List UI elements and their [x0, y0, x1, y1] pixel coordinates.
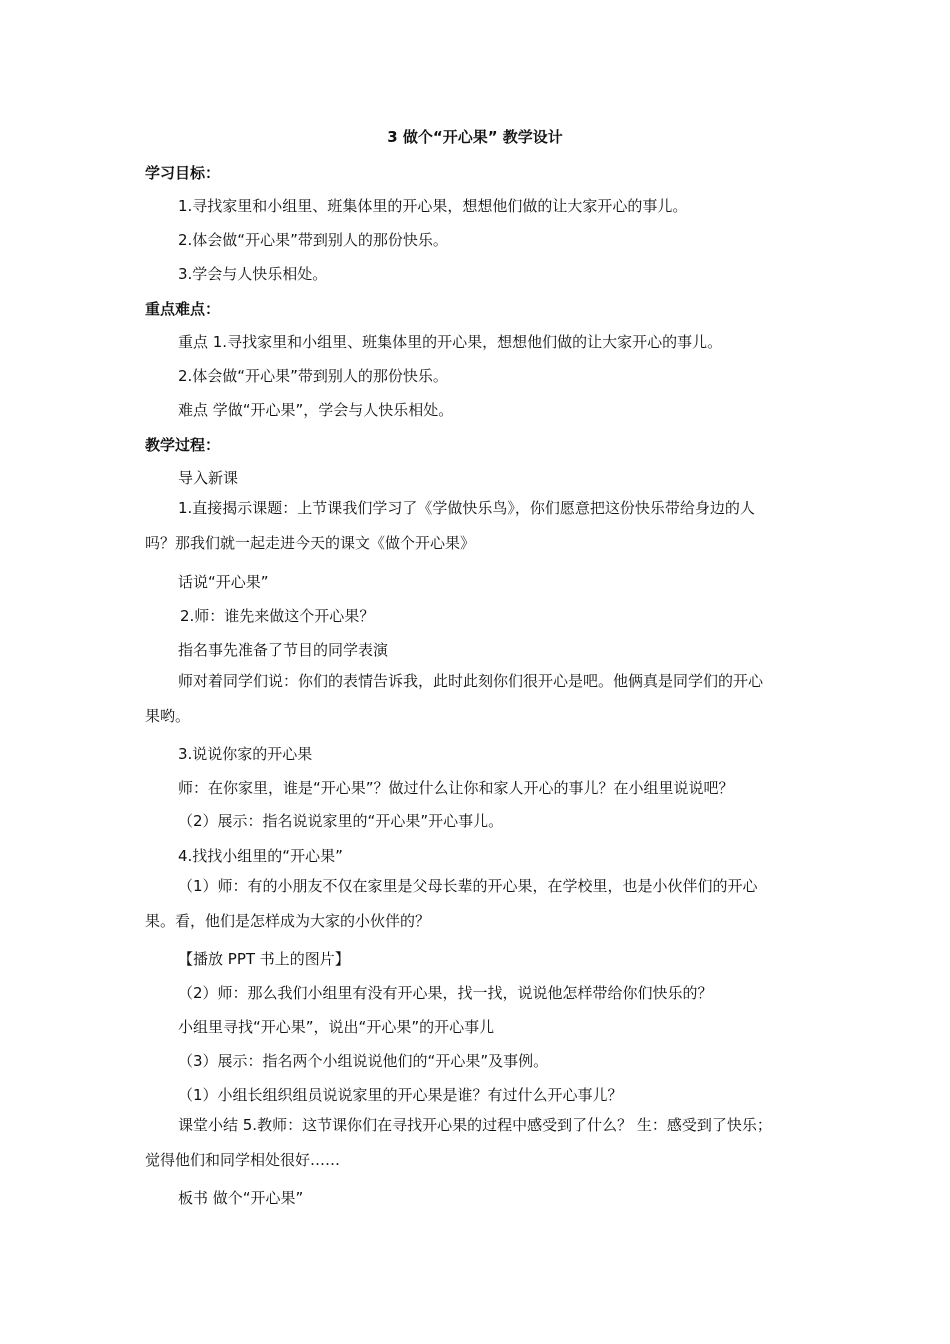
process-paragraph: 话说“开心果”: [178, 573, 269, 591]
process-paragraph: 小组里寻找“开心果”，说出“开心果”的开心事儿: [178, 1018, 495, 1036]
page-title: 3 做个“开心果” 教学设计: [387, 128, 563, 146]
keypoint-item: 2.体会做“开心果”带到别人的那份快乐。: [178, 367, 448, 385]
process-heading: 教学过程：: [145, 436, 221, 454]
process-paragraph: 师：在你家里，谁是“开心果”？做过什么让你和家人开心的事儿？在小组里说说吧？: [178, 779, 734, 797]
process-paragraph: 4.找找小组里的“开心果”: [178, 847, 343, 865]
process-paragraph: 3.说说你家的开心果: [178, 745, 313, 763]
process-paragraph: （3）展示：指名两个小组说说他们的“开心果”及事例。: [178, 1052, 549, 1070]
process-paragraph: 师对着同学们说：你们的表情告诉我，此时此刻你们很开心是吧。他俩真是同学们的开心果哟。: [145, 672, 764, 725]
process-paragraph: （1）小组长组织组员说说家里的开心果是谁？有过什么开心事儿？: [178, 1086, 623, 1104]
process-paragraph: （2）展示：指名说说家里的“开心果”开心事儿。: [178, 812, 504, 830]
process-paragraph: 导入新课: [178, 469, 239, 487]
keypoint-item: 难点 学做“开心果”，学会与人快乐相处。: [178, 401, 454, 419]
goal-item: 1.寻找家里和小组里、班集体里的开心果，想想他们做的让大家开心的事儿。: [178, 197, 688, 215]
process-paragraph: 2.师：谁先来做这个开心果？: [180, 607, 375, 625]
process-paragraph: （2）师：那么我们小组里有没有开心果，找一找，说说他怎样带给你们快乐的？: [178, 984, 713, 1002]
process-paragraph: （1）师：有的小朋友不仅在家里是父母长辈的开心果，在学校里，也是小伙伴们的开心果。看，他们是怎样成为大家的小伙伴的？: [145, 877, 758, 930]
process-paragraph: 【播放 PPT 书上的图片】: [178, 950, 350, 968]
goal-item: 2.体会做“开心果”带到别人的那份快乐。: [178, 231, 448, 249]
goals-heading: 学习目标：: [145, 164, 221, 182]
process-paragraph: 课堂小结 5.教师：这节课你们在寻找开心果的过程中感受到了什么？ 生：感受到了快乐；觉得他们和同学相处很好……: [145, 1116, 772, 1169]
process-paragraph: 指名事先准备了节目的同学表演: [178, 641, 389, 659]
keypoints-heading: 重点难点：: [145, 300, 221, 318]
process-paragraph: 1.直接揭示课题：上节课我们学习了《学做快乐鸟》，你们愿意把这份快乐带给身边的人吗？那我们就一起走进今天的课文《做个开心果》: [145, 499, 755, 552]
goal-item: 3.学会与人快乐相处。: [178, 265, 328, 283]
keypoint-item: 重点 1.寻找家里和小组里、班集体里的开心果，想想他们做的让大家开心的事儿。: [178, 333, 723, 351]
process-paragraph: 板书 做个“开心果”: [178, 1189, 304, 1207]
